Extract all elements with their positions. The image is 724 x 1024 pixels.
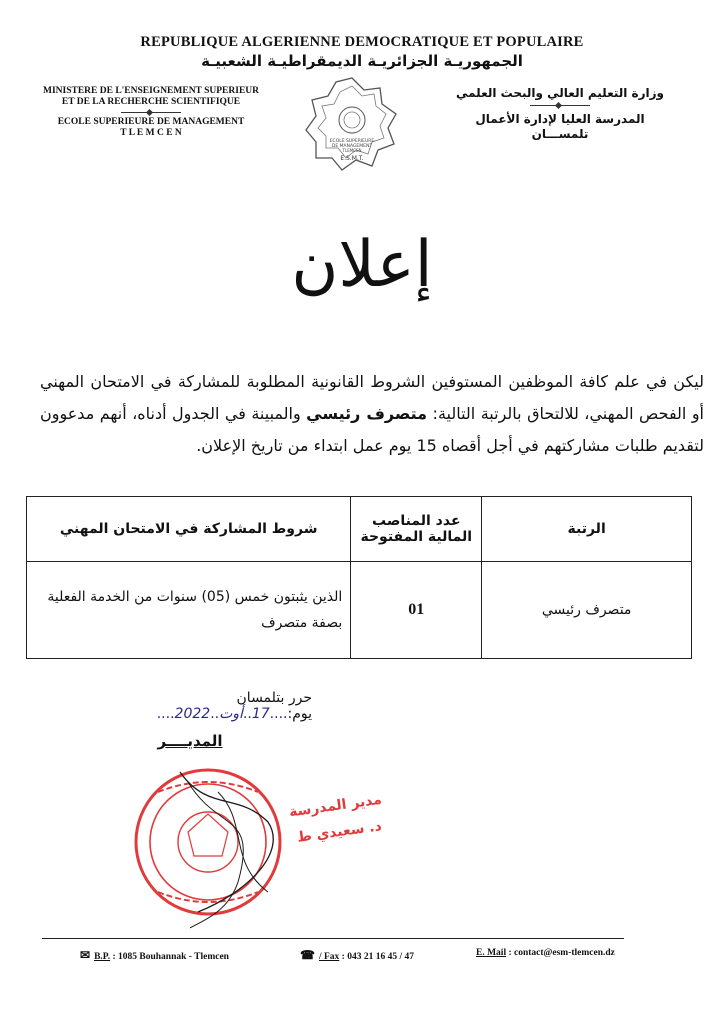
cell-conditions: الذين يثبتون خمس (05) سنوات من الخدمة الفعلية بصفة متصرف <box>27 562 351 659</box>
footer-fax-label: / Fax <box>318 952 340 962</box>
announcement-title: إعلان <box>291 228 433 302</box>
footer-divider <box>42 938 624 939</box>
school-logo <box>302 74 402 174</box>
footer-mail-value: : contact@esm-tlemcen.dz <box>508 948 615 958</box>
date-line: حرر بتلمسان يوم:....17..أوت..2022.... <box>156 690 312 722</box>
date-year: 2022 <box>174 706 211 722</box>
ministry-block-fr <box>26 86 276 139</box>
table-header-row <box>27 497 692 562</box>
school-line-2: T L E M C E N <box>120 128 182 138</box>
date-day: 17 <box>251 706 270 722</box>
intro-part-1: ليكن في علم كافة الموظفين المستوفين الشروط القانونية المطلوبة للمشاركة في الامتحان المهني أو الفحص المهني، للالتحاق بالرتبة التالية: <box>40 372 705 423</box>
footer-phone <box>300 948 414 963</box>
logo-text-top: ECOLE SUPERIEURE <box>329 139 375 144</box>
official-stamp <box>118 752 408 932</box>
footer-mail-label: E. Mail <box>476 948 507 958</box>
date-month: أوت <box>219 706 243 722</box>
date-prefix: حرر بتلمسان يوم: <box>236 690 312 722</box>
header-conditions: شروط المشاركة في الامتحان المهني <box>27 497 351 562</box>
republic-title-ar: الجمهوريـة الجزائريـة الديمقراطيـة الشعبيـة <box>201 52 523 70</box>
header-rank: الرتبة <box>482 497 692 562</box>
ministry-ar: وزارة التعليم العالي والبحث العلمي <box>455 86 665 100</box>
stamp-text-1: مدير المدرسة <box>288 791 383 821</box>
cell-count: 01 <box>351 562 482 659</box>
divider <box>530 105 590 106</box>
positions-table <box>26 496 692 659</box>
mailbox-icon: ✉ <box>80 948 91 962</box>
director-label: المديــــر <box>157 732 223 750</box>
phone-icon: ☎ <box>300 948 315 962</box>
cell-rank: متصرف رئيسي <box>482 562 692 659</box>
city-ar: تلمســـان <box>531 127 589 141</box>
footer-bp-label: B.P. <box>94 952 111 962</box>
stamp-text-2: د. سعيدي ط <box>296 818 383 846</box>
logo-text-bottom: TLEMCEN <box>342 148 362 153</box>
intro-rank: متصرف رئيسي <box>306 404 428 423</box>
footer-email <box>476 948 615 958</box>
logo-acronym: E.S.M.T. <box>340 155 364 162</box>
school-line-1: ECOLE SUPERIEURE DE MANAGEMENT <box>57 117 245 127</box>
school-ar: المدرسة العليا لإدارة الأعمال <box>475 112 645 126</box>
announcement-body <box>40 366 704 462</box>
logo-text-mid: DE MANAGEMENT <box>331 144 373 149</box>
intro-part-2: والمبينة في الجدول أدناه، أنهم مدعوون لتقديم طلبات مشاركتهم في أجل أقصاه 15 يوم عمل ابتداء من تاريخ الإعلان. <box>40 404 704 455</box>
header-count: عدد المناصب المالية المفتوحة <box>351 497 482 562</box>
footer-fax-value: : 043 21 16 45 / 47 <box>341 952 414 962</box>
table-row <box>27 562 692 659</box>
ministry-line-2: ET DE LA RECHERCHE SCIENTIFIQUE <box>61 97 241 107</box>
divider <box>121 112 181 113</box>
republic-title-fr: REPUBLIQUE ALGERIENNE DEMOCRATIQUE ET POPULAIRE <box>140 34 584 50</box>
footer-address <box>80 948 229 963</box>
footer-bp-value: : 1085 Bouhannak - Tlemcen <box>112 952 229 962</box>
ministry-block-ar <box>440 86 680 142</box>
ministry-line-1: MINISTERE DE L'ENSEIGNEMENT SUPERIEUR <box>43 86 259 96</box>
